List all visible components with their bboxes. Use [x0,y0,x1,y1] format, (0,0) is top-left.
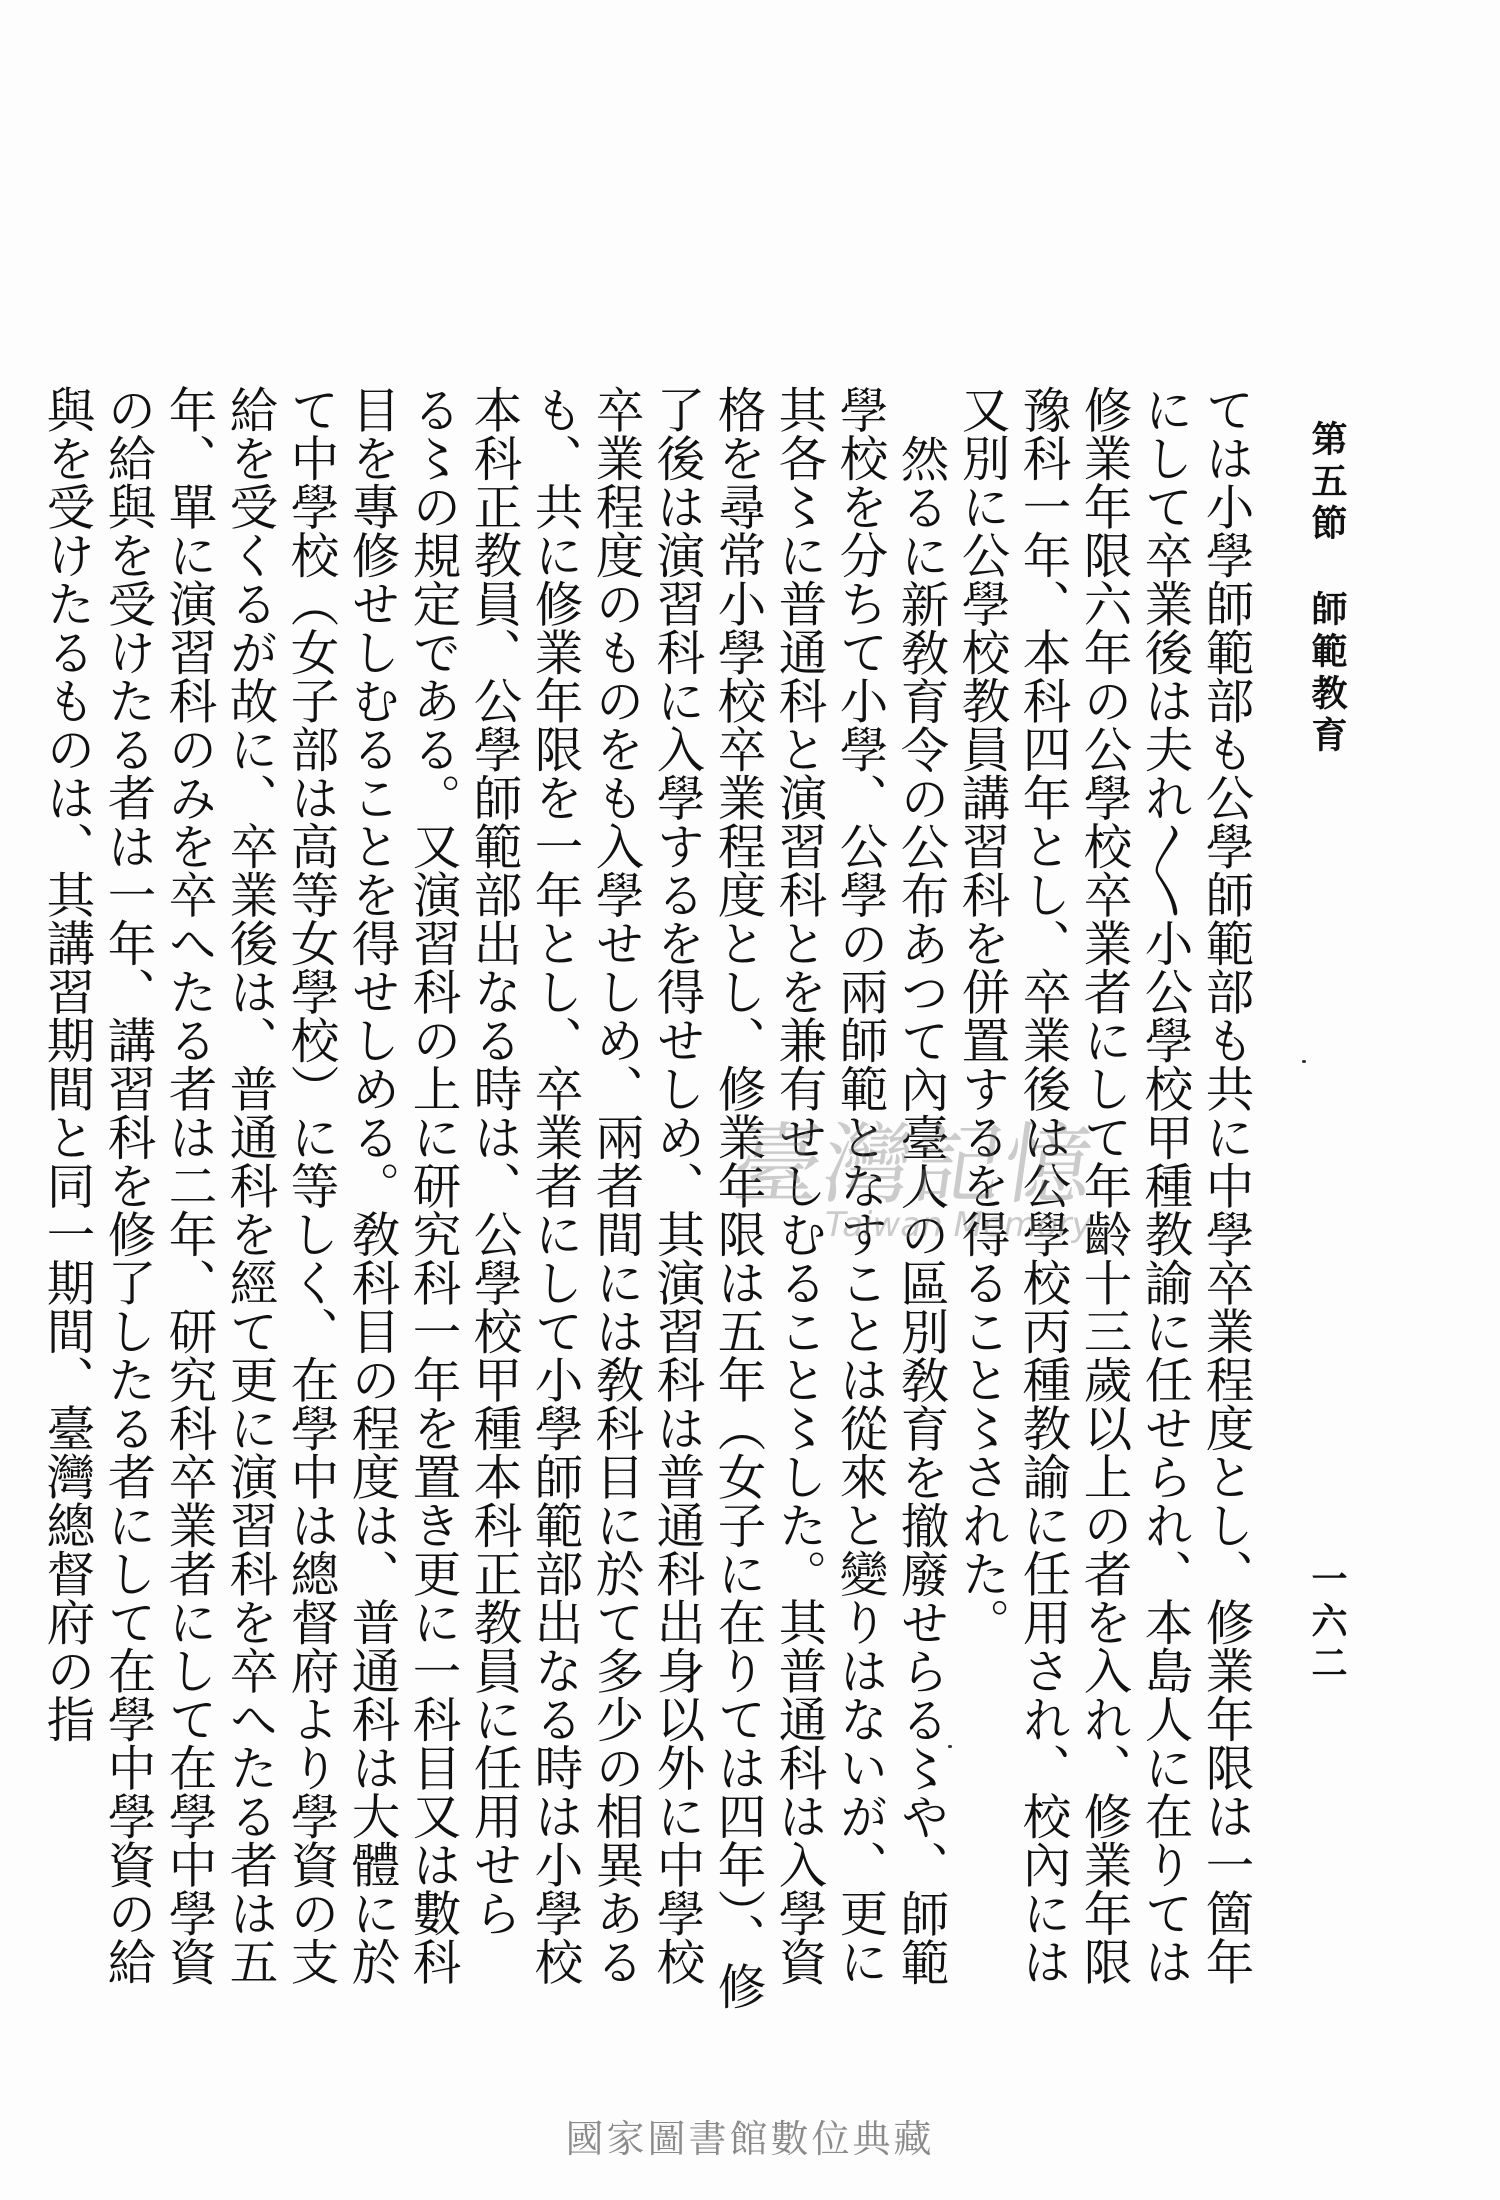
running-header [1306,420,1348,758]
section-number: 第五節 [1306,420,1348,546]
section-title: 師範教育 [1306,590,1348,758]
watermark-english: Taiwan Memory [825,1205,1092,1245]
library-credit: 國家圖書館數位典藏 [565,2117,935,2161]
scan-speck [1302,1060,1306,1063]
watermark-logo [726,1095,1255,1255]
paragraph-1: ては小學師範部も公學師範部も共に中學卒業程度とし、修業年限は一箇年にして卒業後は夫れ〳〵小公學校甲種教諭に任せられ、本島人に在りては修業年限六年の公學校卒業者にして年齡十三歲以上の者を入れ、修業年限豫科一年、本科四年とし、卒業後は公學校丙種教諭に任用され、校內には又別に公學校教員講習科を併置するを得ること〻された。 [953,385,1253,1986]
page-number: 一六二 [1306,1560,1348,1686]
paragraph-2: 然るに新敎育令の公布あつて內臺人の區別敎育を撤廢せらる〻や、師範學校を分ちて小學、公學の兩師範となすことは從來と變りはないが、更に其各〻に普通科と演習科とを兼有せしむること〻した。其普通科は入學資格を尋常小學校卒業程度とし、修業年限は五年（女子に在りては四年）、修了後は演習科に入學するを得せしめ、其演習科は普通科出身以外に中學校卒業程度のものをも入學せしめ、兩者間には敎科目に於て多少の相異あるも、共に修業年限を一年とし、卒業者にして小學師範部出なる時は小學校本科正教員、公學師範部出なる時は、公學校甲種本科正教員に任用せらる〻の規定である。又演習科の上に研究科一年を置き更に一科目又は數科目を專修せしむることを得せしめる。敎科目の程度は、普通科は大體に於て中學校（女子部は高等女學校）に等しく、在學中は總督府より學資の支給を受くるが故に、卒業後は、普通科を經て更に演習科を卒へたる者は五年、單に演習科のみを卒へたる者は二年、研究科卒業者にして在學中學資の給與を受けたる者は一年、講習科を修了したる者にして在學中學資の給與を受けたるものは、其講習期間と同一期間、臺灣總督府の指 [38,385,948,2010]
scan-speck [948,1745,952,1748]
watermark-chinese: 臺灣記憶 [726,1113,1102,1216]
